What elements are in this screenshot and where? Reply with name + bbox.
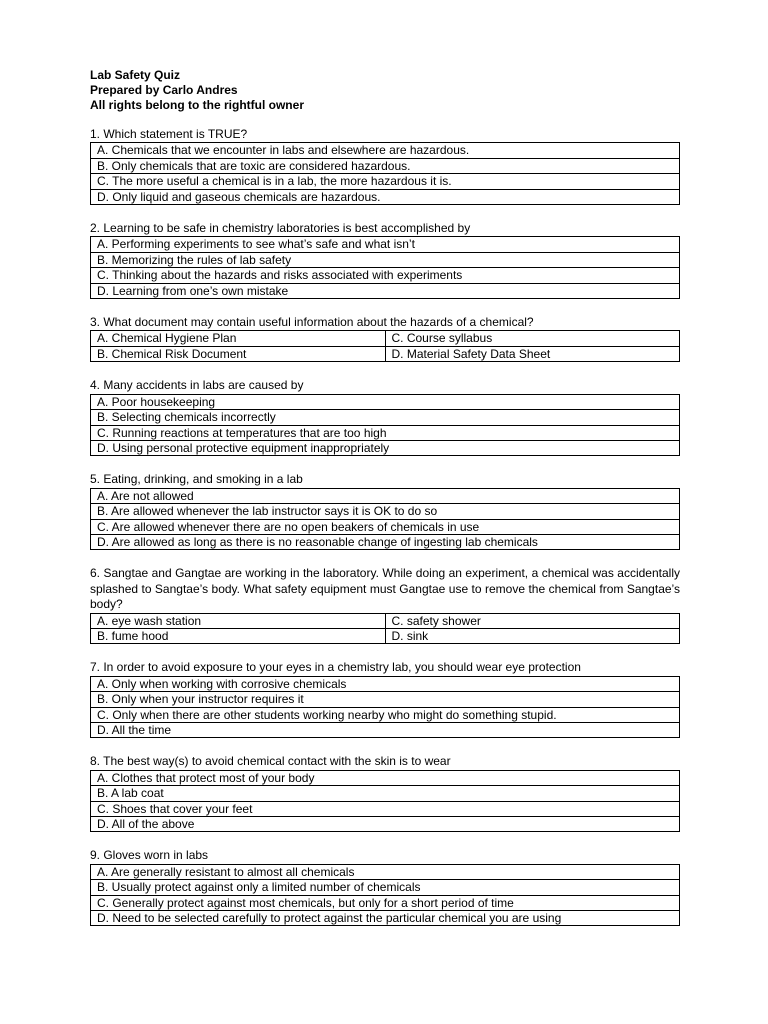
question-8-option-b: B. A lab coat <box>91 786 680 801</box>
question-1-option-d: D. Only liquid and gaseous chemicals are hazardous. <box>91 189 680 204</box>
question-6-options <box>90 613 680 645</box>
question-6-option-a: A. eye wash station <box>91 613 386 628</box>
question-2-option-d: D. Learning from one’s own mistake <box>91 283 680 298</box>
question-7 <box>90 660 680 738</box>
question-6-option-d: D. sink <box>385 628 680 643</box>
question-5 <box>90 472 680 550</box>
question-4 <box>90 378 680 456</box>
question-2-option-a: A. Performing experiments to see what’s safe and what isn’t <box>91 237 680 252</box>
question-9-option-a: A. Are generally resistant to almost all chemicals <box>91 864 680 879</box>
question-8-option-a: A. Clothes that protect most of your body <box>91 770 680 785</box>
question-2 <box>90 221 680 299</box>
question-6-text: 6. Sangtae and Gangtae are working in the laboratory. While doing an experiment, a chemical was accidentally splashed to Sangtae’s body. What safety equipment must Gangtae use to remove the chemical from Sangtae’s body? <box>90 566 680 612</box>
question-6-option-c: C. safety shower <box>385 613 680 628</box>
question-8-option-c: C. Shoes that cover your feet <box>91 801 680 816</box>
question-7-option-d: D. All the time <box>91 723 680 738</box>
question-5-option-c: C. Are allowed whenever there are no open beakers of chemicals in use <box>91 519 680 534</box>
quiz-author: Prepared by Carlo Andres <box>90 83 238 97</box>
question-5-option-a: A. Are not allowed <box>91 488 680 503</box>
question-7-option-c: C. Only when there are other students working nearby who might do something stupid. <box>91 707 680 722</box>
question-7-option-b: B. Only when your instructor requires it <box>91 692 680 707</box>
question-7-option-a: A. Only when working with corrosive chemicals <box>91 676 680 691</box>
question-9-option-d: D. Need to be selected carefully to protect against the particular chemical you are using <box>91 911 680 926</box>
question-6-option-b: B. fume hood <box>91 628 386 643</box>
question-5-text: 5. Eating, drinking, and smoking in a lab <box>90 472 303 487</box>
question-8-text: 8. The best way(s) to avoid chemical contact with the skin is to wear <box>90 754 451 769</box>
question-8-options <box>90 770 680 833</box>
question-8-option-d: D. All of the above <box>91 817 680 832</box>
question-9-options <box>90 864 680 927</box>
question-2-option-c: C. Thinking about the hazards and risks associated with experiments <box>91 268 680 283</box>
question-4-option-b: B. Selecting chemicals incorrectly <box>91 410 680 425</box>
question-5-option-b: B. Are allowed whenever the lab instructor says it is OK to do so <box>91 504 680 519</box>
quiz-page <box>90 68 680 926</box>
question-9-text: 9. Gloves worn in labs <box>90 848 209 863</box>
question-6 <box>90 566 680 644</box>
quiz-header <box>90 68 680 113</box>
question-2-option-b: B. Memorizing the rules of lab safety <box>91 252 680 267</box>
question-7-options <box>90 676 680 739</box>
question-2-text: 2. Learning to be safe in chemistry laboratories is best accomplished by <box>90 221 471 236</box>
question-4-option-a: A. Poor housekeeping <box>91 394 680 409</box>
question-4-option-d: D. Using personal protective equipment inappropriately <box>91 440 680 455</box>
question-9-option-c: C. Generally protect against most chemicals, but only for a short period of time <box>91 895 680 910</box>
question-1 <box>90 127 680 205</box>
question-3-option-c: C. Course syllabus <box>385 331 680 346</box>
question-3-option-a: A. Chemical Hygiene Plan <box>91 331 386 346</box>
question-7-text: 7. In order to avoid exposure to your eyes in a chemistry lab, you should wear eye protection <box>90 660 581 675</box>
question-5-option-d: D. Are allowed as long as there is no reasonable change of ingesting lab chemicals <box>91 534 680 549</box>
question-9-option-b: B. Usually protect against only a limited number of chemicals <box>91 880 680 895</box>
question-9 <box>90 848 680 926</box>
question-4-text: 4. Many accidents in labs are caused by <box>90 378 304 393</box>
question-1-option-a: A. Chemicals that we encounter in labs and elsewhere are hazardous. <box>91 143 680 158</box>
question-4-options <box>90 394 680 457</box>
question-1-option-c: C. The more useful a chemical is in a lab, the more hazardous it is. <box>91 174 680 189</box>
question-1-option-b: B. Only chemicals that are toxic are considered hazardous. <box>91 158 680 173</box>
quiz-rights-notice: All rights belong to the rightful owner <box>90 98 304 112</box>
question-1-options <box>90 142 680 205</box>
question-8 <box>90 754 680 832</box>
question-3 <box>90 315 680 362</box>
question-3-text: 3. What document may contain useful information about the hazards of a chemical? <box>90 315 534 330</box>
question-5-options <box>90 488 680 551</box>
question-3-option-b: B. Chemical Risk Document <box>91 346 386 361</box>
question-3-option-d: D. Material Safety Data Sheet <box>385 346 680 361</box>
question-3-options <box>90 330 680 362</box>
quiz-title: Lab Safety Quiz <box>90 68 181 82</box>
question-2-options <box>90 236 680 299</box>
question-1-text: 1. Which statement is TRUE? <box>90 127 248 141</box>
question-4-option-c: C. Running reactions at temperatures that are too high <box>91 425 680 440</box>
